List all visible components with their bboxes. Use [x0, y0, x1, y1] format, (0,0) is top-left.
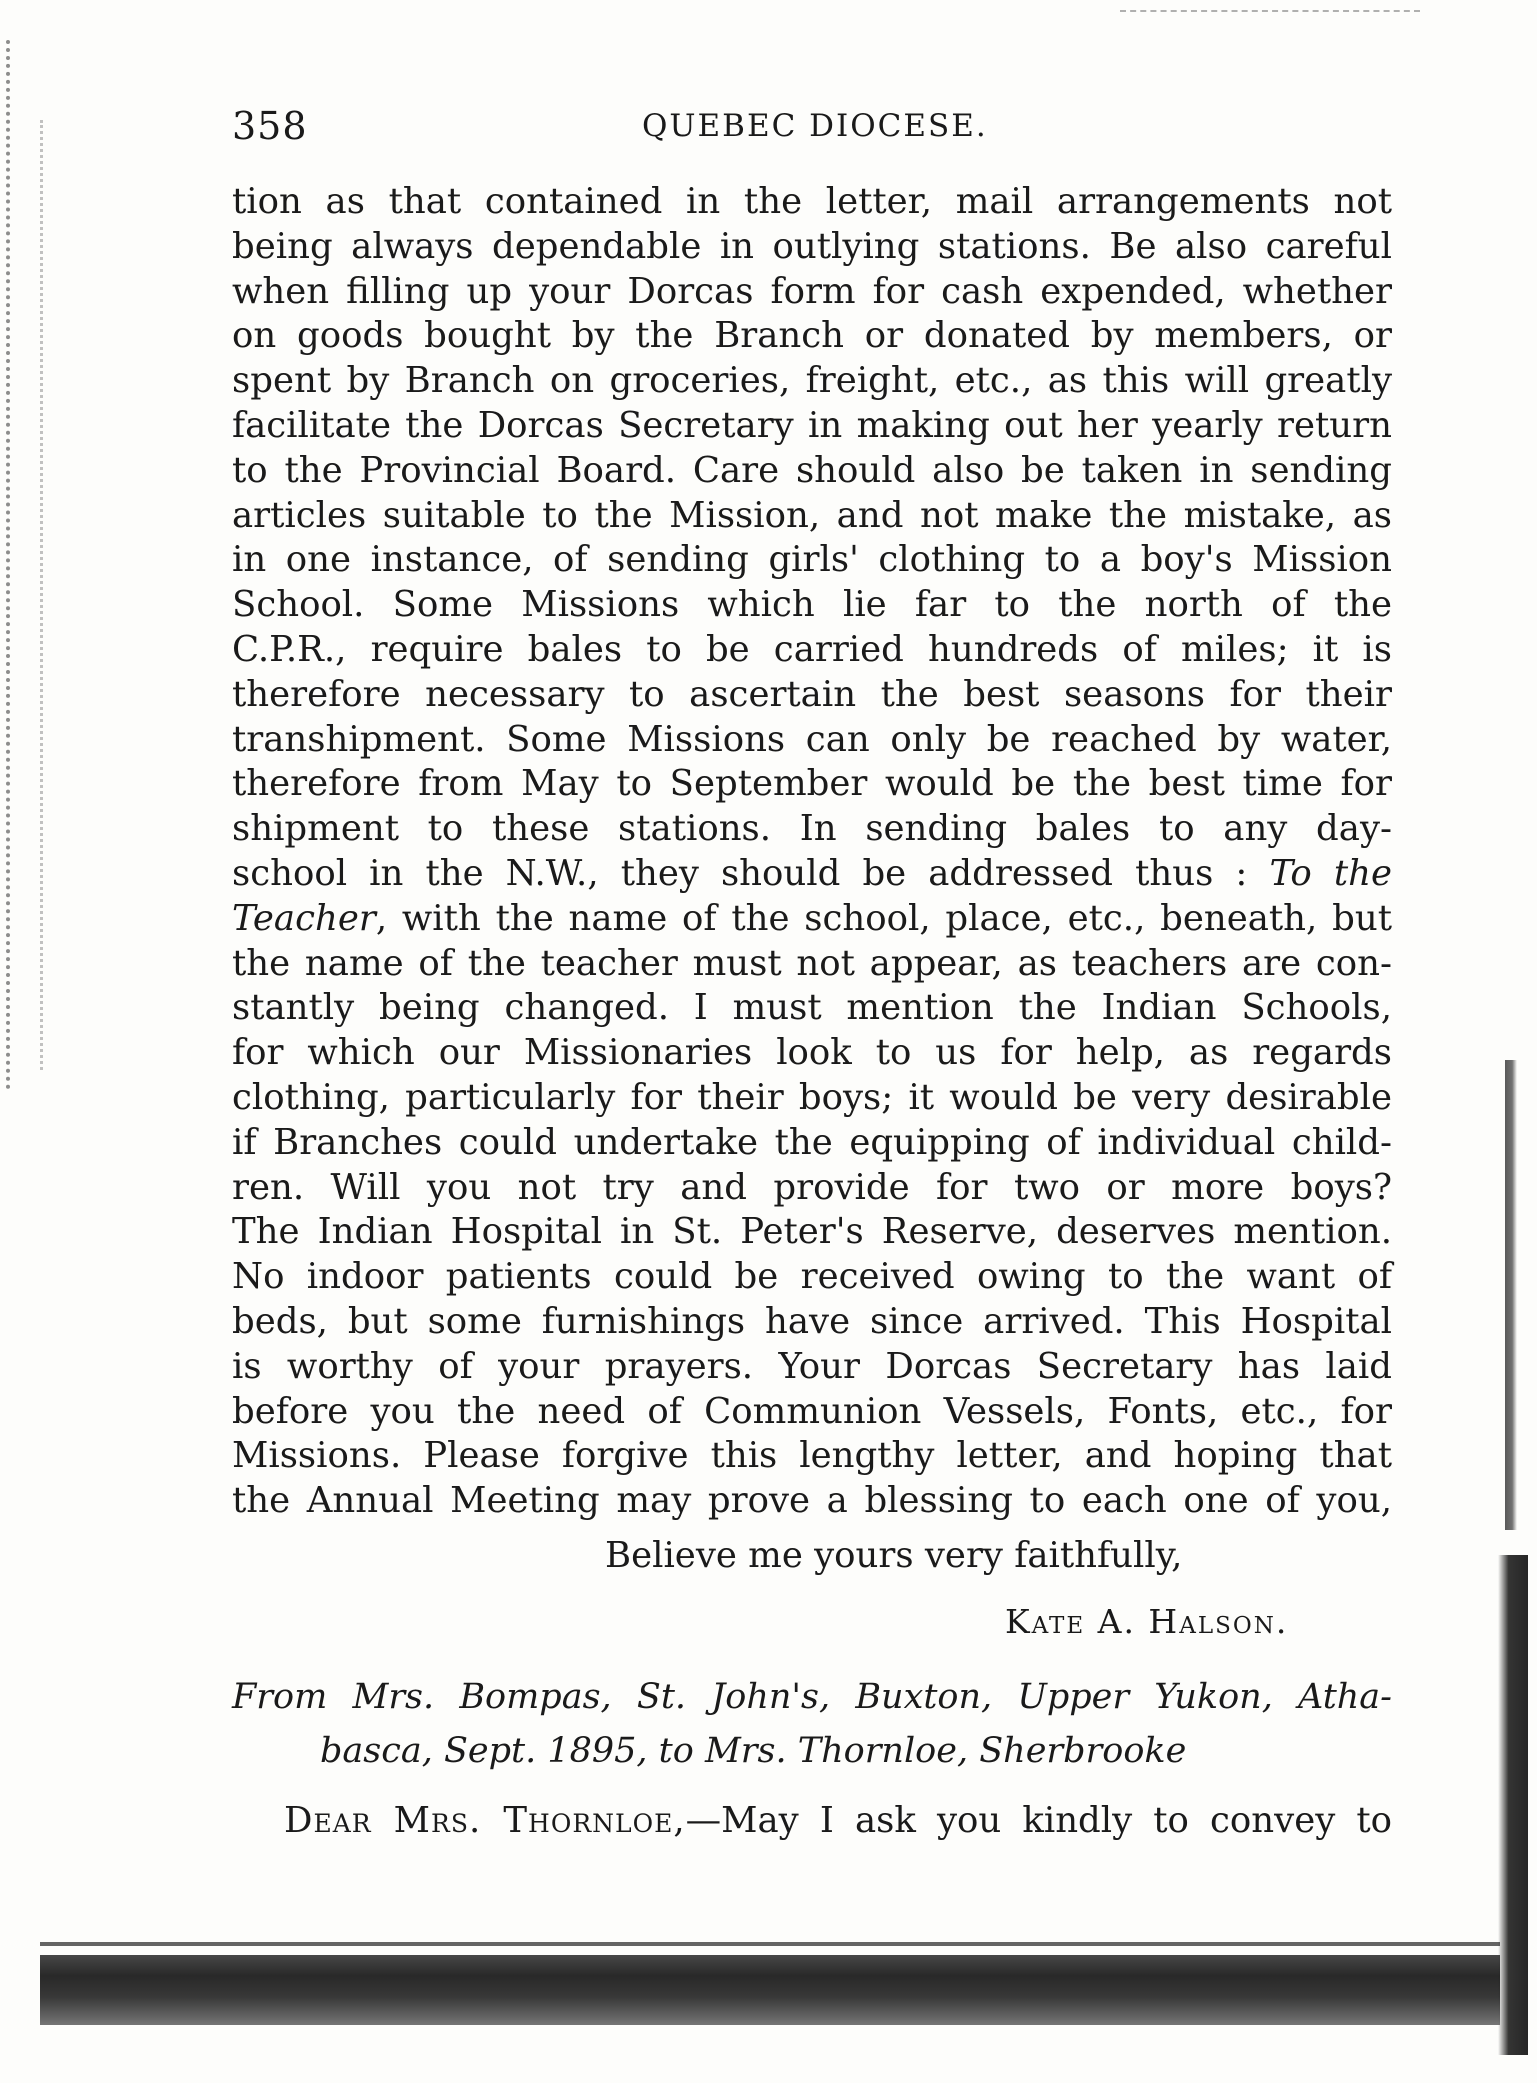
text-line: when filling up your Dorcas form for cash expended, whether: [232, 270, 1392, 312]
scan-artifact-top: [1120, 10, 1420, 12]
text-line: being always dependable in outlying stations. Be also careful: [232, 225, 1392, 267]
text-line: Missions. Please forgive this lengthy letter, and hoping that: [232, 1435, 1392, 1477]
text-line-with-italic: [232, 897, 1392, 942]
text-line: for which our Missionaries look to us for help, as regards: [232, 1032, 1392, 1074]
scan-artifact-right-edge-lower: [1498, 1555, 1528, 2055]
text-line: The Indian Hospital in St. Peter's Reserve, deserves mention.: [232, 1211, 1392, 1253]
scan-artifact-bottom-line: [40, 1942, 1500, 1946]
text-line: to the Provincial Board. Care should also be taken in sending: [232, 449, 1392, 491]
page-header: [232, 104, 1392, 154]
text-segment: , with the name of the school, place, etc., beneath, but: [375, 897, 1392, 939]
text-line: articles suitable to the Mission, and not make the mistake, as: [232, 494, 1392, 536]
text-line: the name of the teacher must not appear, as teachers are con-: [232, 942, 1392, 984]
letter-heading: [232, 1670, 1392, 1778]
running-head: QUEBEC DIOCESE.: [642, 108, 988, 144]
text-line: is worthy of your prayers. Your Dorcas Secretary has laid: [232, 1345, 1392, 1387]
text-line: facilitate the Dorcas Secretary in making out her yearly return: [232, 404, 1392, 446]
scan-artifact-left-edge-inner: [40, 120, 47, 1070]
text-line: beds, but some furnishings have since arrived. This Hospital: [232, 1300, 1392, 1342]
scan-artifact-bottom-band: [40, 1955, 1500, 2025]
text-line: stantly being changed. I must mention the Indian Schools,: [232, 987, 1392, 1029]
scan-artifact-right-edge-upper: [1505, 1060, 1517, 1530]
italic-segment: To the: [1269, 852, 1392, 894]
text-line: on goods bought by the Branch or donated by members, or: [232, 315, 1392, 357]
text-line-with-italic: [232, 852, 1392, 897]
text-line: therefore necessary to ascertain the best seasons for their: [232, 673, 1392, 715]
salutation-name: Dear Mrs. Thornloe,: [284, 1800, 686, 1841]
italic-segment: Teacher: [232, 897, 376, 939]
salutation-text: —May I ask you kindly to convey to: [685, 1800, 1392, 1841]
letter-signature: Kate A. Halson.: [1005, 1602, 1289, 1641]
text-line: No indoor patients could be received owing to the want of: [232, 1256, 1392, 1298]
letter-heading-line: From Mrs. Bompas, St. John's, Buxton, Upper Yukon, Atha-: [232, 1677, 1392, 1717]
body-paragraph: [232, 180, 1392, 1524]
text-line: ren. Will you not try and provide for two or more boys?: [232, 1166, 1392, 1208]
text-line: C.P.R., require bales to be carried hundreds of miles; it is: [232, 628, 1392, 670]
text-line: transhipment. Some Missions can only be reached by water,: [232, 718, 1392, 760]
letter-closing: Believe me yours very faithfully,: [605, 1535, 1183, 1576]
text-line: before you the need of Communion Vessels, Fonts, etc., for: [232, 1390, 1392, 1432]
letter-salutation: [284, 1800, 1392, 1841]
page-number: 358: [232, 104, 308, 148]
text-line: spent by Branch on groceries, freight, etc., as this will greatly: [232, 360, 1392, 402]
text-line: the Annual Meeting may prove a blessing to each one of you,: [232, 1480, 1392, 1522]
text-segment: school in the N.W., they should be addressed thus :: [232, 852, 1248, 894]
text-line: if Branches could undertake the equipping of individual child-: [232, 1121, 1392, 1163]
text-line: tion as that contained in the letter, mail arrangements not: [232, 181, 1392, 222]
text-line: therefore from May to September would be the best time for: [232, 763, 1392, 805]
text-line: shipment to these stations. In sending bales to any day-: [232, 808, 1392, 850]
text-line: in one instance, of sending girls' clothing to a boy's Mission: [232, 539, 1392, 581]
text-line: clothing, particularly for their boys; it would be very desirable: [232, 1076, 1392, 1118]
letter-heading-line: basca, Sept. 1895, to Mrs. Thornloe, Sherbrooke: [320, 1731, 1187, 1771]
text-line: School. Some Missions which lie far to the north of the: [232, 584, 1392, 626]
scan-artifact-left-edge: [6, 40, 24, 1090]
